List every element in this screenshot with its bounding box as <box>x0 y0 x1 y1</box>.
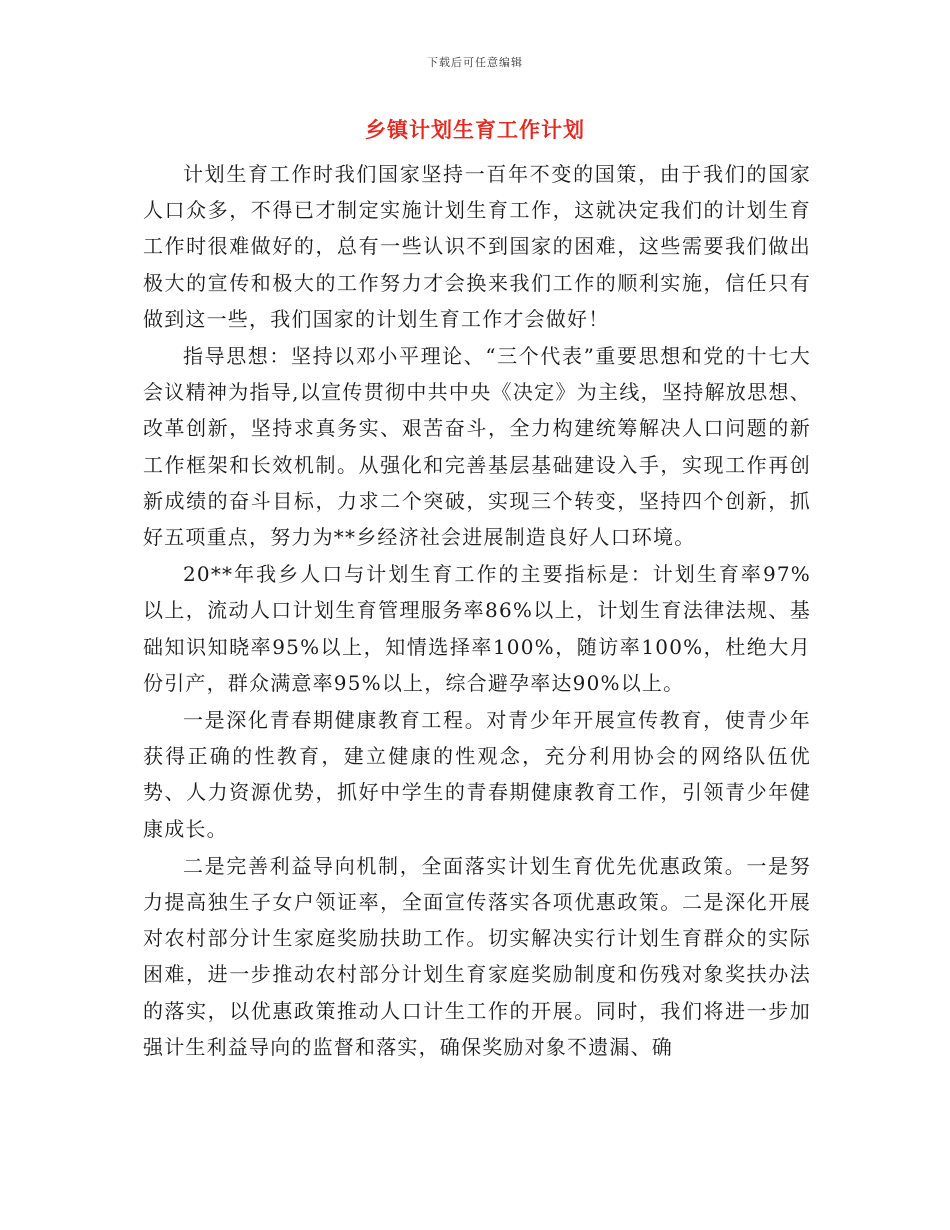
paragraph-guiding-thought: 指导思想：坚持以邓小平理论、“三个代表”重要思想和党的十七大会议精神为指导,以宣传贯彻中共中央《决定》为主线，坚持解放思想、改革创新，坚持求真务实、艰苦奋斗，全力构建统筹解决人口问题的新工作框架和长效机制。从强化和完善基层基础建设入手，实现工作再创新成绩的奋斗目标，力求二个突破，实现三个转变，坚持四个创新，抓好五项重点，努力为**乡经济社会进展制造良好人口环境。 <box>143 344 811 550</box>
paragraph-main-indicators: 20**年我乡人口与计划生育工作的主要指标是：计划生育率97%以上，流动人口计划生育管理服务率86%以上，计划生育法律法规、基础知识知晓率95%以上，知情选择率100%，随访率100%，杜绝大月份引产，群众满意率95%以上，综合避孕率达90%以上。 <box>143 562 811 695</box>
paragraph-incentive-mechanism: 二是完善利益导向机制，全面落实计划生育优先优惠政策。一是努力提高独生子女户领证率，全面宣传落实各项优惠政策。二是深化开展对农村部分计生家庭奖励扶助工作。切实解决实行计划生育群众的实际困难，进一步推动农村部分计划生育家庭奖励制度和伤残对象奖扶办法的落实，以优惠政策推动人口计生工作的开展。同时，我们将进一步加强计生利益导向的监督和落实，确保奖励对象不遗漏、确 <box>143 853 811 1059</box>
paragraph-intro: 计划生育工作时我们国家坚持一百年不变的国策，由于我们的国家人口众多，不得已才制定实施计划生育工作，这就决定我们的计划生育工作时很难做好的，总有一些认识不到国家的困难，这些需要我们做出极大的宣传和极大的工作努力才会换来我们工作的顺利实施，信任只有做到这一些，我们国家的计划生育工作才会做好！ <box>143 162 811 331</box>
paragraph-youth-health: 一是深化青春期健康教育工程。对青少年开展宣传教育，使青少年获得正确的性教育，建立健康的性观念，充分利用协会的网络队伍优势、人力资源优势，抓好中学生的青春期健康教育工作，引领青少年健康成长。 <box>143 708 811 841</box>
document-body <box>143 156 811 1066</box>
header-note: 下载后可任意编辑 <box>427 56 523 69</box>
document-title: 乡镇计划生育工作计划 <box>365 118 585 142</box>
